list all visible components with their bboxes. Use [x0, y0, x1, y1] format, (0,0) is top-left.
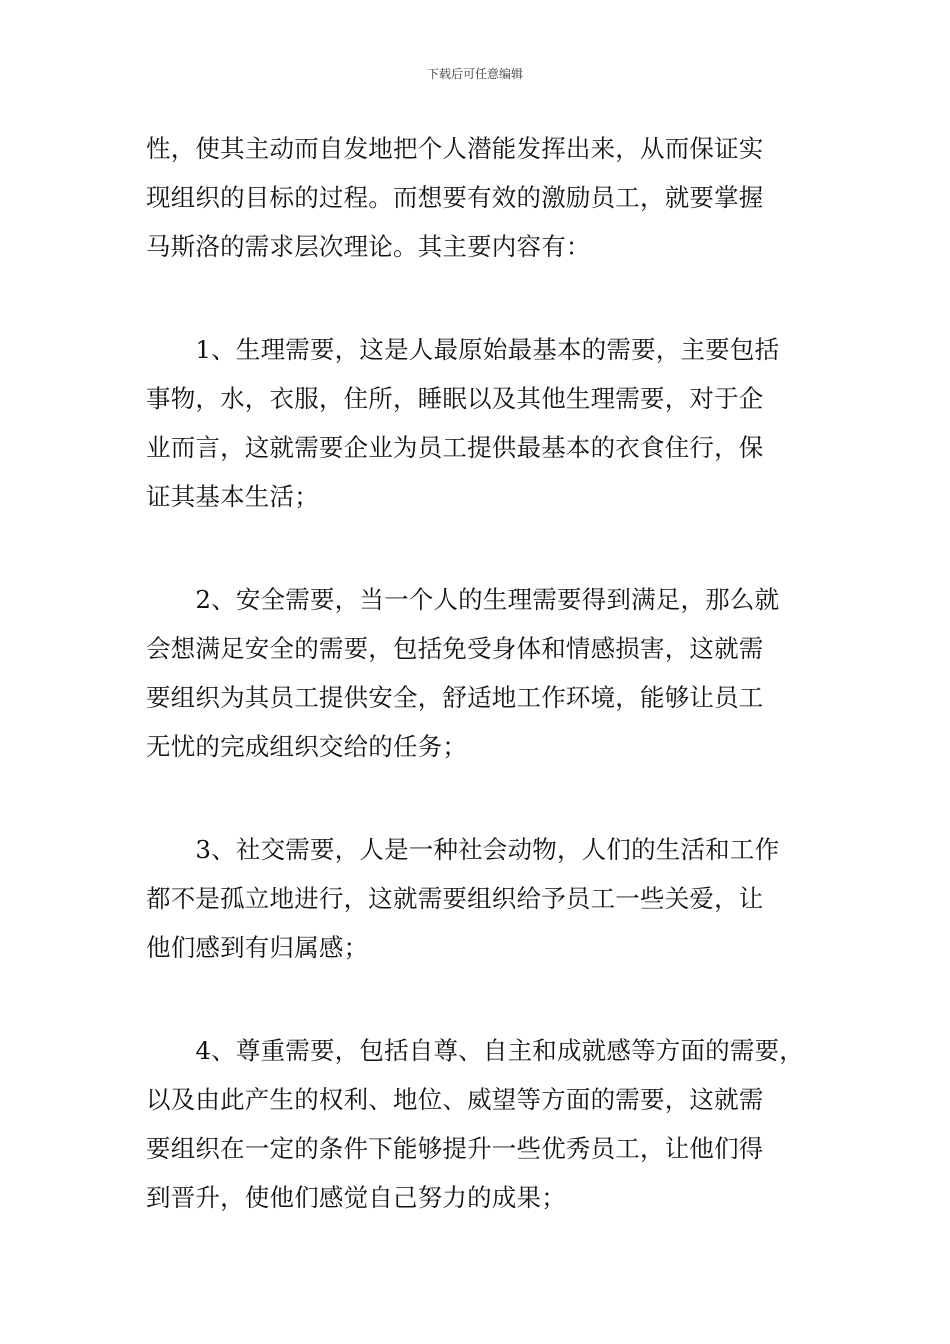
- text-line: 他们感到有归属感；: [146, 933, 369, 962]
- paragraph-spacer: [146, 271, 814, 325]
- text-line: 性，使其主动而自发地把个人潜能发挥出来，从而保证实: [146, 134, 764, 163]
- text-line: 1、生理需要，这是人最原始最基本的需要，主要包括: [146, 335, 780, 364]
- paragraph-safety-needs: [146, 575, 814, 771]
- paragraph-social-needs: [146, 825, 814, 972]
- text-line: 现组织的目标的过程。而想要有效的激励员工，就要掌握: [146, 183, 764, 212]
- paragraph-spacer: [146, 521, 814, 575]
- text-line: 业而言，这就需要企业为员工提供最基本的衣食住行，保: [146, 433, 764, 462]
- text-line: 无忧的完成组织交给的任务；: [146, 732, 468, 761]
- paragraph-intro: [146, 124, 814, 271]
- text-line: 以及由此产生的权利、地位、威望等方面的需要，这就需: [146, 1085, 764, 1114]
- text-line: 事物，水，衣服，住所，睡眠以及其他生理需要，对于企: [146, 384, 764, 413]
- text-line: 要组织在一定的条件下能够提升一些优秀员工，让他们得: [146, 1134, 764, 1163]
- text-line: 都不是孤立地进行，这就需要组织给予员工一些关爱，让: [146, 884, 764, 913]
- text-line: 4、尊重需要，包括自尊、自主和成就感等方面的需要，: [146, 1036, 804, 1065]
- text-line: 马斯洛的需求层次理论。其主要内容有：: [146, 232, 591, 261]
- text-line: 到晋升，使他们感觉自己努力的成果；: [146, 1183, 566, 1212]
- text-line: 会想满足安全的需要，包括免受身体和情感损害，这就需: [146, 634, 764, 663]
- paragraph-physiological-needs: [146, 325, 814, 521]
- text-line: 3、社交需要，人是一种社会动物，人们的生活和工作: [146, 835, 780, 864]
- text-line: 证其基本生活；: [146, 482, 319, 511]
- document-body: [146, 124, 814, 1222]
- text-line: 要组织为其员工提供安全，舒适地工作环境，能够让员工: [146, 683, 764, 712]
- page-header-note: 下载后可任意编辑: [426, 67, 523, 81]
- paragraph-spacer: [146, 972, 814, 1026]
- text-line: 2、安全需要，当一个人的生理需要得到满足，那么就: [146, 585, 780, 614]
- paragraph-esteem-needs: [146, 1026, 814, 1222]
- paragraph-spacer: [146, 771, 814, 825]
